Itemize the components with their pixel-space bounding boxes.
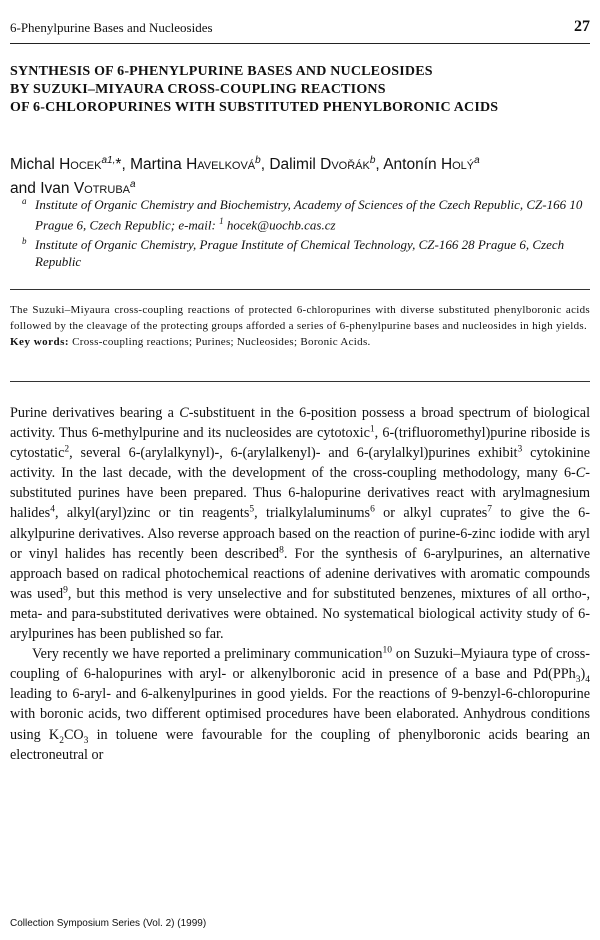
- paragraph: Very recently we have reported a preliminary communication$^{10}$ on Suzuki–Myiaura type of cross-coupling of 6-halopurines with aryl- or alkenylboronic acid in presence of a base and $Pd(PPh_3)_4$ leading to 6-aryl- and 6-alkenylpurines in good yields. For the reactions of 9-benzyl-6-chloropurine with boronic acids, two different optimised procedures have been elaborated. Anhydrous conditions using $K_2CO_3$ in toluene were favourable for the coupling of phenylboronic acids bearing an electroneutral or: [10, 645, 590, 763]
- affiliation-a: a Institute of Organic Chemistry and Biochemistry, Academy of Sciences of the Czech Republic, CZ-166 10 Prague 6, Czech Republic; e-mail: $^1$ hocek@uochb.cas.cz: [22, 196, 583, 233]
- author: Martina Havelková$^b$: [130, 155, 261, 174]
- abstract-divider-bottom: [10, 381, 590, 382]
- abstract-text: The Suzuki–Miyaura cross-coupling reactions of protected 6-chloropurines with diverse substituted phenylboronic acids followed by the cleavage of the protecting groups afforded a series of 6-phenylpurine bases and nucleosides in high yields.: [10, 304, 590, 332]
- author-list: Michal Hocek$^{a1,}$*, Martina Havelková$^b$, Dalimil Dvořák$^b$, Antonín Holý$^a$ and Ivan Votruba$^a$: [10, 155, 480, 198]
- abstract-divider-top: [10, 289, 590, 290]
- affiliations: [22, 196, 590, 273]
- author: Antonín Holý$^a$: [383, 155, 480, 174]
- affiliation-b: b Institute of Organic Chemistry, Prague Institute of Chemical Technology, CZ-166 28 Prague 6, Czech Republic: [22, 236, 565, 270]
- author: Michal Hocek$^{a1,}$*: [10, 155, 122, 174]
- author: Ivan Votruba$^a$: [40, 179, 136, 198]
- keywords: Key words: Cross-coupling reactions; Purines; Nucleosides; Boronic Acids.: [10, 336, 371, 348]
- title-line: BY SUZUKI–MIYAURA CROSS-COUPLING REACTIONS: [10, 82, 386, 97]
- author: Dalimil Dvořák$^b$: [269, 155, 376, 174]
- running-head: [10, 18, 590, 40]
- header-divider: [10, 43, 590, 44]
- abstract: [10, 302, 590, 350]
- page-number: 27: [574, 18, 590, 35]
- body-text: [10, 403, 590, 765]
- running-title: 6-Phenylpurine Bases and Nucleosides: [10, 20, 213, 35]
- paragraph: Purine derivatives bearing a C-substituent in the 6-position possess a broad spectrum of biological activity. Thus 6-methylpurine and its nucleosides are cytotoxic$^1$, 6-(trifluoromethyl)purine riboside is cytostatic$^2$, several 6-(arylalkynyl)-, 6-(arylalkenyl)- and 6-(arylalkyl)purines exhibit$^3$ cytokinine activity. In the last decade, with the development of the cross-coupling methodology, many 6-C-substituted purines have been prepared. Thus 6-halopurine derivatives react with arylmagnesium halides$^4$, alkyl(aryl)zinc or tin reagents$^5$, trialkylaluminums$^6$ or alkyl cuprates$^7$ to give the 6-alkylpurine derivatives. Also reverse approach based on the reaction of purine-6-zinc iodide with aryl or vinyl halides has recently been described$^8$. For the synthesis of 6-arylpurines, an alternative approach based on radical photochemical reactions of adenine derivatives with aromatic compounds was used$^9$, but this method is very unselective and for substituted benzenes, mixtures of all ortho-, meta- and para-substituted derivatives were obtained. No systematical biological activity study of 6-arylpurines has been published so far.: [10, 405, 591, 643]
- paper-title: [10, 63, 590, 117]
- page-footer: Collection Symposium Series (Vol. 2) (1999): [10, 918, 207, 929]
- title-line: SYNTHESIS OF 6-PHENYLPURINE BASES AND NUCLEOSIDES: [10, 64, 433, 79]
- title-line: OF 6-CHLOROPURINES WITH SUBSTITUTED PHENYLBORONIC ACIDS: [10, 100, 499, 115]
- email: hocek@uochb.cas.cz: [226, 217, 336, 233]
